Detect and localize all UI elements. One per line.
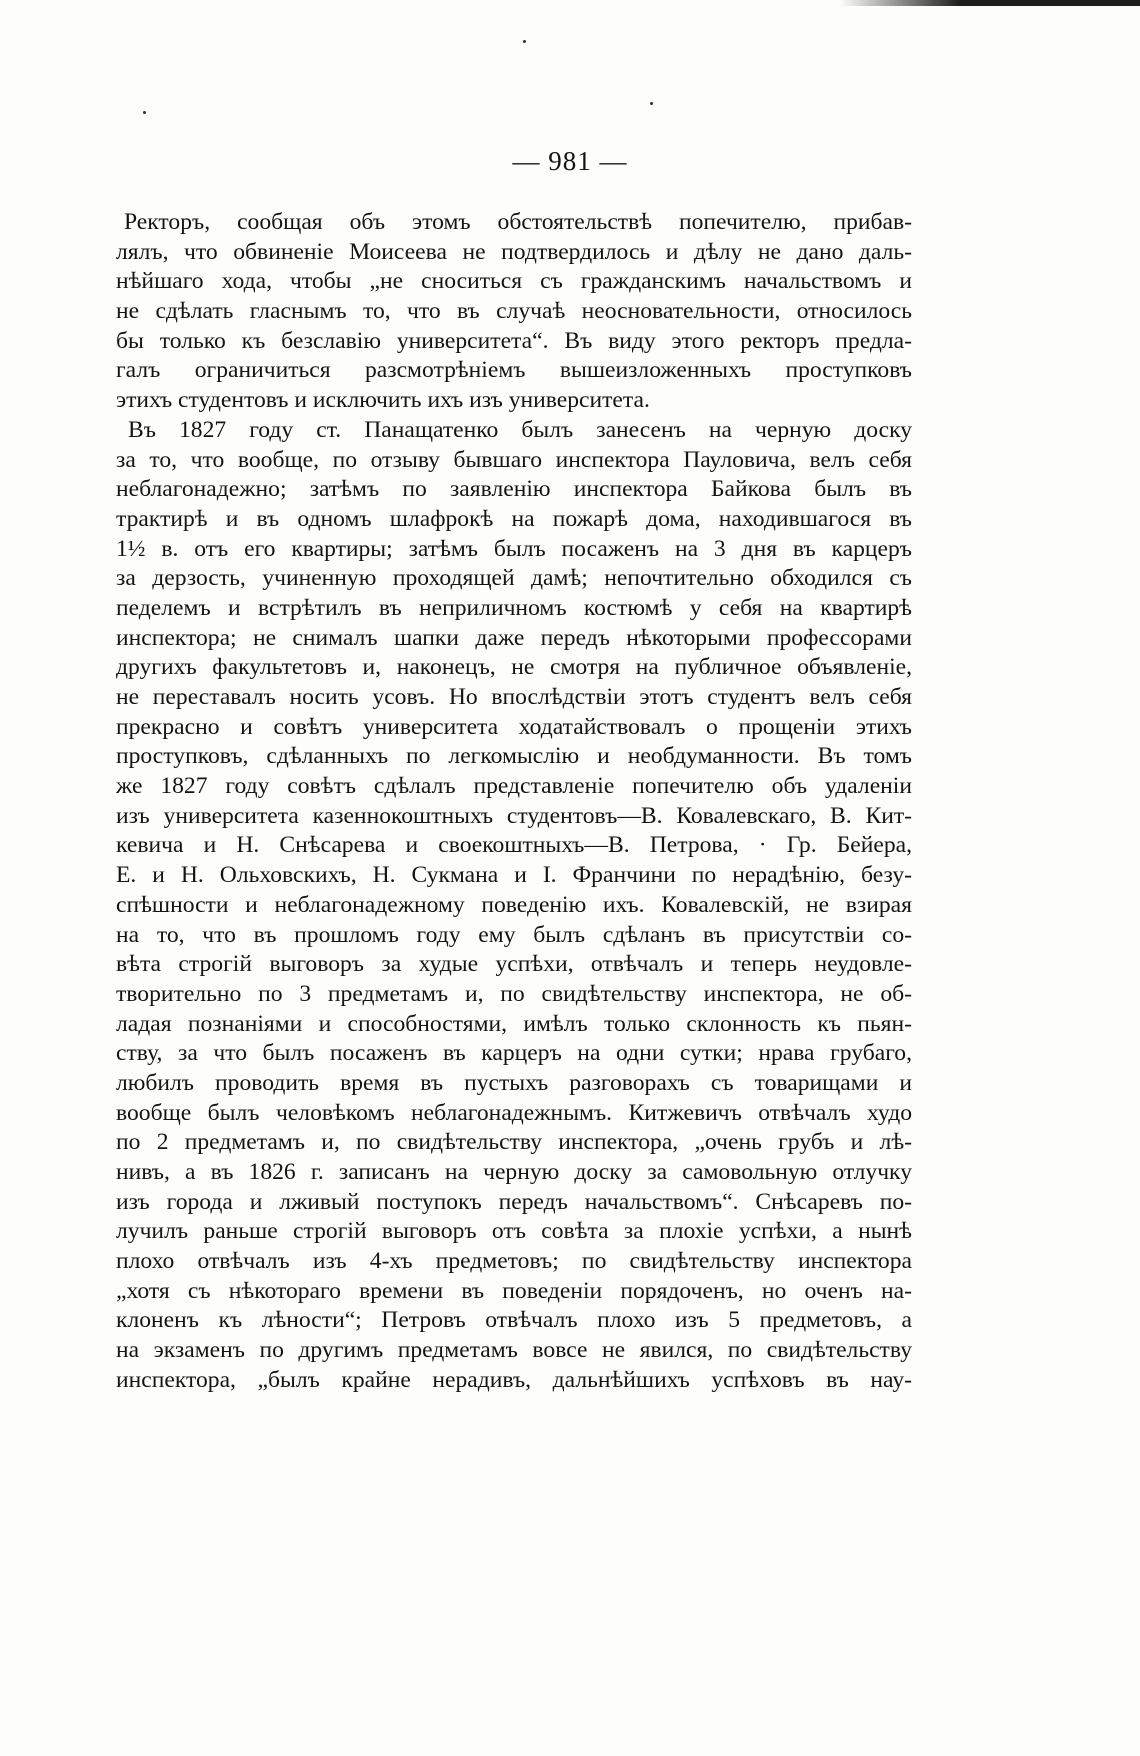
text-line: плохо отвѣчалъ изъ 4-хъ предметовъ; по свидѣтельству инспектора (116, 1248, 912, 1275)
page-number: — 981 — (512, 146, 628, 176)
text-line: же 1827 году совѣтъ сдѣлалъ представленіе попечителю объ удаленіи (116, 773, 912, 800)
text-line: другихъ факультетовъ и, наконецъ, не смотря на публичное объявленіе, (116, 654, 912, 681)
text-line: нивъ, а въ 1826 г. записанъ на черную доску за самовольную отлучку (116, 1159, 912, 1185)
text-line: Е. и Н. Ольховскихъ, Н. Сукмана и І. Франчини по нерадѣнію, безу- (116, 862, 912, 889)
text-line: по 2 предметамъ и, по свидѣтельству инспектора, „очень грубъ и лѣ- (116, 1129, 912, 1156)
text-line: на то, что въ прошломъ году ему былъ сдѣланъ въ присутствіи со- (116, 921, 912, 948)
text-line: изъ университета казеннокоштныхъ студентовъ—В. Ковалевскаго, В. Кит- (116, 802, 912, 829)
text-line: вообще былъ человѣкомъ неблагонадежнымъ. Китжевичъ отвѣчалъ худо (116, 1099, 912, 1126)
text-line: кевича и Н. Снѣсарева и своекоштныхъ—В. Петрова, · Гр. Бейера, (116, 832, 912, 859)
scan-edge-rule (840, 0, 1140, 6)
text-line: „хотя съ нѣкотораго времени въ поведеніи порядоченъ, но оченъ на- (116, 1277, 912, 1304)
text-line: ству, за что былъ посаженъ въ карцеръ на одни сутки; нрава грубаго, (116, 1040, 912, 1067)
text-line: за то, что вообще, по отзыву бывшаго инспектора Пауловича, велъ себя (116, 446, 912, 473)
text-line: не сдѣлать гласнымъ то, что въ случаѣ неосновательности, относилось (116, 298, 912, 325)
text-line: этихъ студентовъ и исключить ихъ изъ университета. (116, 387, 650, 414)
text-line: 1½ в. отъ его квартиры; затѣмъ былъ посаженъ на 3 дня въ карцеръ (116, 535, 912, 562)
text-line: неблагонадежно; затѣмъ по заявленію инспектора Байкова былъ въ (116, 476, 912, 503)
text-line: спѣшности и неблагонадежному поведенію ихъ. Ковалевскій, не взирая (116, 891, 912, 918)
text-line: нѣйшаго хода, чтобы „не сноситься съ гражданскимъ начальствомъ и (116, 268, 912, 295)
text-line: творительно по 3 предметамъ и, по свидѣтельству инспектора, не об- (116, 980, 912, 1007)
text-line: бы только къ безславію университета“. Въ виду этого ректоръ предла- (116, 327, 912, 354)
text-line: педелемъ и встрѣтилъ въ неприличномъ костюмѣ у себя на квартирѣ (116, 594, 912, 621)
text-line: ладая познаніями и способностями, имѣлъ только склонность къ пьян- (116, 1010, 912, 1037)
text-line: лялъ, что обвиненіе Моисеева не подтвердилось и дѣлу не дано даль- (116, 238, 912, 265)
text-line: Въ 1827 году ст. Панащатенко былъ занесенъ на черную доску (128, 416, 912, 443)
text-line: любилъ проводить время въ пустыхъ разговорахъ съ товарищами и (116, 1069, 912, 1096)
text-line: лучилъ раньше строгій выговоръ отъ совѣта за плохіе успѣхи, а нынѣ (116, 1218, 912, 1245)
scan-speck (523, 40, 526, 43)
text-line: трактирѣ и въ одномъ шлафрокѣ на пожарѣ дома, находившагося въ (116, 505, 912, 532)
text-line: инспектора; не снималъ шапки даже передъ нѣкоторыми профессорами (116, 624, 912, 651)
text-line: клоненъ къ лѣности“; Петровъ отвѣчалъ плохо изъ 5 предметовъ, а (116, 1307, 912, 1334)
text-line: изъ города и лживый поступокъ передъ начальствомъ“. Снѣсаревъ по- (116, 1188, 912, 1215)
text-line: на экзаменъ по другимъ предметамъ вовсе не явился, по свидѣтельству (116, 1337, 912, 1364)
scan-speck (650, 102, 653, 105)
text-line: вѣта строгій выговоръ за худые успѣхи, отвѣчалъ и теперь неудовле- (116, 951, 912, 978)
text-line: за дерзость, учиненную проходящей дамѣ; непочтительно обходился съ (116, 565, 912, 592)
text-line: инспектора, „былъ крайне нерадивъ, дальнѣйшихъ успѣховъ въ нау- (116, 1366, 912, 1393)
text-line: прекрасно и совѣтъ университета ходатайствовалъ о прощеніи этихъ (116, 713, 912, 740)
text-line: проступковъ, сдѣланныхъ по легкомыслію и необдуманности. Въ томъ (116, 743, 912, 770)
text-line: галъ ограничиться разсмотрѣніемъ вышеизложенныхъ проступковъ (116, 357, 912, 384)
scan-speck (143, 111, 146, 114)
text-line: не переставалъ носить усовъ. Но впослѣдствіи этотъ студентъ велъ себя (116, 684, 912, 710)
text-line: Ректоръ, сообщая объ этомъ обстоятельствѣ попечителю, прибав- (124, 209, 912, 235)
body-text (116, 208, 912, 1396)
